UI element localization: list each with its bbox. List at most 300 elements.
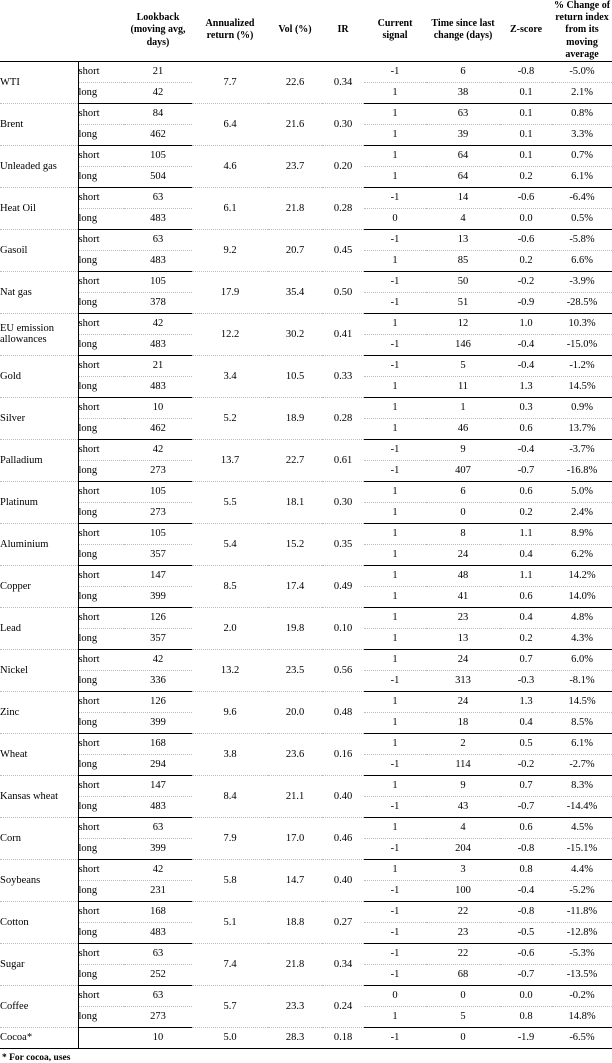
annualized-return: 6.1	[192, 187, 268, 229]
pct-change-short: -3.9%	[552, 271, 612, 292]
time-since-change-short: 24	[426, 649, 500, 670]
term-label-long: long	[78, 460, 124, 481]
lookback-long: 462	[124, 124, 192, 145]
asset-name: EU emission allowances	[0, 313, 78, 355]
current-signal-long: -1	[364, 292, 426, 313]
time-since-change-long: 85	[426, 250, 500, 271]
zscore-short: -0.2	[500, 271, 552, 292]
table-row	[0, 397, 612, 418]
time-since-change-short: 9	[426, 775, 500, 796]
current-signal-short: 1	[364, 565, 426, 586]
ir: 0.16	[322, 733, 364, 775]
zscore-short: -0.6	[500, 187, 552, 208]
lookback: 10	[124, 1027, 192, 1048]
lookback-long: 483	[124, 334, 192, 355]
pct-change-short: -5.0%	[552, 61, 612, 82]
annualized-return: 8.5	[192, 565, 268, 607]
vol: 18.8	[268, 901, 322, 943]
zscore-long: 0.2	[500, 628, 552, 649]
zscore-long: -0.7	[500, 460, 552, 481]
ir: 0.35	[322, 523, 364, 565]
header-blank-name	[0, 0, 78, 61]
time-since-change-short: 64	[426, 145, 500, 166]
current-signal-long: -1	[364, 334, 426, 355]
table-row	[0, 145, 612, 166]
ir: 0.46	[322, 817, 364, 859]
zscore-short: 0.7	[500, 649, 552, 670]
asset-name: Nat gas	[0, 271, 78, 313]
term-label-long: long	[78, 922, 124, 943]
pct-change-short: 14.2%	[552, 565, 612, 586]
vol: 28.3	[268, 1027, 322, 1048]
current-signal-short: 1	[364, 397, 426, 418]
term-label-long: long	[78, 376, 124, 397]
pct-change-long: -14.4%	[552, 796, 612, 817]
term-label-long: long	[78, 208, 124, 229]
header-zscore: Z-score	[500, 0, 552, 61]
zscore-short: 0.4	[500, 607, 552, 628]
zscore-short: 0.6	[500, 481, 552, 502]
lookback-long: 336	[124, 670, 192, 691]
term-label-long: long	[78, 628, 124, 649]
term-label-short: short	[78, 61, 124, 82]
table-row	[0, 61, 612, 82]
ir: 0.45	[322, 229, 364, 271]
lookback-long: 273	[124, 460, 192, 481]
current-signal-short: 0	[364, 985, 426, 1006]
annualized-return: 6.4	[192, 103, 268, 145]
zscore-short: 0.5	[500, 733, 552, 754]
time-since-change-long: 204	[426, 838, 500, 859]
time-since-change-long: 100	[426, 880, 500, 901]
annualized-return: 13.2	[192, 649, 268, 691]
pct-change-short: -3.7%	[552, 439, 612, 460]
lookback-short: 42	[124, 439, 192, 460]
zscore-short: -0.8	[500, 901, 552, 922]
ir: 0.18	[322, 1027, 364, 1048]
pct-change-short: 6.1%	[552, 733, 612, 754]
lookback-long: 357	[124, 544, 192, 565]
annualized-return: 5.4	[192, 523, 268, 565]
header-pct-change: % Change of return index from its moving average	[553, 0, 611, 60]
annualized-return: 8.4	[192, 775, 268, 817]
current-signal-long: 1	[364, 82, 426, 103]
time-since-change-short: 63	[426, 103, 500, 124]
asset-name: Coffee	[0, 985, 78, 1027]
lookback-short: 42	[124, 859, 192, 880]
table-row	[0, 439, 612, 460]
time-since-change-short: 24	[426, 691, 500, 712]
table-row	[0, 859, 612, 880]
term-label-long: long	[78, 502, 124, 523]
zscore-long: -0.8	[500, 838, 552, 859]
vol: 17.4	[268, 565, 322, 607]
pct-change-short: -1.2%	[552, 355, 612, 376]
ir: 0.24	[322, 985, 364, 1027]
zscore-short: -0.6	[500, 943, 552, 964]
pct-change-short: 14.5%	[552, 691, 612, 712]
zscore-short: 0.1	[500, 145, 552, 166]
current-signal-long: -1	[364, 922, 426, 943]
annualized-return: 5.1	[192, 901, 268, 943]
time-since-change-long: 13	[426, 628, 500, 649]
lookback-short: 105	[124, 271, 192, 292]
table-row	[0, 691, 612, 712]
pct-change-long: 13.7%	[552, 418, 612, 439]
current-signal-long: -1	[364, 838, 426, 859]
pct-change-short: 4.4%	[552, 859, 612, 880]
term-label-short: short	[78, 523, 124, 544]
ir: 0.27	[322, 901, 364, 943]
current-signal-short: -1	[364, 439, 426, 460]
term-label-long: long	[78, 418, 124, 439]
time-since-change-short: 14	[426, 187, 500, 208]
lookback-long: 483	[124, 376, 192, 397]
zscore-long: 0.2	[500, 250, 552, 271]
ir: 0.40	[322, 859, 364, 901]
annualized-return: 7.7	[192, 61, 268, 103]
pct-change-long: 6.2%	[552, 544, 612, 565]
lookback-short: 105	[124, 145, 192, 166]
time-since-change-long: 146	[426, 334, 500, 355]
current-signal-short: 1	[364, 481, 426, 502]
lookback-long: 231	[124, 880, 192, 901]
term-label-short: short	[78, 859, 124, 880]
ir: 0.40	[322, 775, 364, 817]
lookback-short: 126	[124, 607, 192, 628]
table-row	[0, 817, 612, 838]
table-row	[0, 1027, 612, 1048]
zscore-long: 0.6	[500, 586, 552, 607]
time-since-change-long: 46	[426, 418, 500, 439]
asset-name: Wheat	[0, 733, 78, 775]
pct-change-long: -12.8%	[552, 922, 612, 943]
annualized-return: 12.2	[192, 313, 268, 355]
vol: 21.6	[268, 103, 322, 145]
lookback-short: 84	[124, 103, 192, 124]
term-label-short: short	[78, 145, 124, 166]
zscore-short: -0.4	[500, 355, 552, 376]
term-label-long: long	[78, 796, 124, 817]
term-label-short: short	[78, 649, 124, 670]
zscore-short: 1.1	[500, 565, 552, 586]
annualized-return: 7.9	[192, 817, 268, 859]
vol: 18.9	[268, 397, 322, 439]
pct-change-short: 4.8%	[552, 607, 612, 628]
current-signal-short: 1	[364, 775, 426, 796]
header-ir: IR	[322, 0, 364, 61]
term-label-short: short	[78, 565, 124, 586]
zscore-long: -0.7	[500, 964, 552, 985]
current-signal-long: 0	[364, 208, 426, 229]
zscore-long: 0.2	[500, 166, 552, 187]
term-label-long: long	[78, 586, 124, 607]
pct-change-short: -11.8%	[552, 901, 612, 922]
zscore-short: 0.0	[500, 985, 552, 1006]
term-label-short: short	[78, 187, 124, 208]
ir: 0.34	[322, 943, 364, 985]
current-signal-short: 1	[364, 145, 426, 166]
current-signal-short: -1	[364, 229, 426, 250]
lookback-short: 42	[124, 649, 192, 670]
current-signal-short: -1	[364, 187, 426, 208]
current-signal-short: -1	[364, 901, 426, 922]
vol: 23.3	[268, 985, 322, 1027]
lookback-long: 294	[124, 754, 192, 775]
asset-name: Unleaded gas	[0, 145, 78, 187]
asset-name: Cotton	[0, 901, 78, 943]
time-since-change-short: 0	[426, 985, 500, 1006]
zscore: -1.9	[500, 1027, 552, 1048]
annualized-return: 2.0	[192, 607, 268, 649]
ir: 0.28	[322, 397, 364, 439]
zscore-long: -0.9	[500, 292, 552, 313]
table-row	[0, 523, 612, 544]
lookback-long: 483	[124, 796, 192, 817]
asset-name: Silver	[0, 397, 78, 439]
vol: 22.6	[268, 61, 322, 103]
zscore-long: 0.4	[500, 544, 552, 565]
time-since-change-long: 5	[426, 1006, 500, 1027]
term-label-blank	[78, 1027, 124, 1048]
lookback-short: 63	[124, 187, 192, 208]
zscore-short: 1.1	[500, 523, 552, 544]
lookback-long: 252	[124, 964, 192, 985]
pct-change-short: 8.9%	[552, 523, 612, 544]
pct-change-long: 3.3%	[552, 124, 612, 145]
annualized-return: 3.4	[192, 355, 268, 397]
zscore-short: 0.1	[500, 103, 552, 124]
time-since-change-long: 114	[426, 754, 500, 775]
annualized-return: 9.6	[192, 691, 268, 733]
current-signal-long: 1	[364, 544, 426, 565]
lookback-long: 399	[124, 712, 192, 733]
zscore-short: 0.7	[500, 775, 552, 796]
vol: 10.5	[268, 355, 322, 397]
lookback-short: 168	[124, 901, 192, 922]
current-signal-long: 1	[364, 418, 426, 439]
table-row	[0, 607, 612, 628]
table-row	[0, 187, 612, 208]
time-since-change-long: 0	[426, 502, 500, 523]
current-signal-short: 1	[364, 691, 426, 712]
current-signal-long: 1	[364, 376, 426, 397]
time-since-change-long: 407	[426, 460, 500, 481]
time-since-change-short: 6	[426, 61, 500, 82]
pct-change-long: 14.8%	[552, 1006, 612, 1027]
pct-change-long: -5.2%	[552, 880, 612, 901]
table-row	[0, 733, 612, 754]
vol: 23.7	[268, 145, 322, 187]
pct-change-long: -2.7%	[552, 754, 612, 775]
current-signal-long: -1	[364, 670, 426, 691]
pct-change-long: -28.5%	[552, 292, 612, 313]
pct-change-long: 0.5%	[552, 208, 612, 229]
asset-name: Corn	[0, 817, 78, 859]
table-body	[0, 61, 612, 1048]
time-since-change-short: 50	[426, 271, 500, 292]
term-label-short: short	[78, 481, 124, 502]
term-label-short: short	[78, 985, 124, 1006]
time-since-change-long: 11	[426, 376, 500, 397]
vol: 21.1	[268, 775, 322, 817]
zscore-short: -0.6	[500, 229, 552, 250]
vol: 35.4	[268, 271, 322, 313]
lookback-short: 147	[124, 565, 192, 586]
pct-change-long: -15.0%	[552, 334, 612, 355]
ir: 0.41	[322, 313, 364, 355]
ir: 0.56	[322, 649, 364, 691]
ir: 0.10	[322, 607, 364, 649]
lookback-short: 105	[124, 523, 192, 544]
table-row	[0, 985, 612, 1006]
current-signal-long: -1	[364, 964, 426, 985]
table-row	[0, 775, 612, 796]
zscore-long: -0.3	[500, 670, 552, 691]
current-signal-long: 1	[364, 628, 426, 649]
term-label-short: short	[78, 313, 124, 334]
term-label-long: long	[78, 712, 124, 733]
term-label-short: short	[78, 229, 124, 250]
ir: 0.50	[322, 271, 364, 313]
annualized-return: 5.5	[192, 481, 268, 523]
table-row	[0, 481, 612, 502]
ir: 0.20	[322, 145, 364, 187]
header-time-since-last-change: Time since last change (days)	[426, 0, 500, 61]
current-signal-short: 1	[364, 523, 426, 544]
zscore-long: 0.4	[500, 712, 552, 733]
term-label-short: short	[78, 397, 124, 418]
term-label-short: short	[78, 733, 124, 754]
ir: 0.61	[322, 439, 364, 481]
term-label-long: long	[78, 250, 124, 271]
current-signal-long: -1	[364, 796, 426, 817]
table-row	[0, 229, 612, 250]
ir: 0.28	[322, 187, 364, 229]
lookback-short: 21	[124, 61, 192, 82]
zscore-short: 0.6	[500, 817, 552, 838]
time-since-change-short: 12	[426, 313, 500, 334]
vol: 22.7	[268, 439, 322, 481]
lookback-short: 147	[124, 775, 192, 796]
lookback-long: 483	[124, 922, 192, 943]
annualized-return: 7.4	[192, 943, 268, 985]
lookback-long: 273	[124, 502, 192, 523]
pct-change-short: 0.7%	[552, 145, 612, 166]
vol: 21.8	[268, 187, 322, 229]
term-label-long: long	[78, 880, 124, 901]
zscore-short: 1.0	[500, 313, 552, 334]
term-label-short: short	[78, 943, 124, 964]
time-since-change-long: 43	[426, 796, 500, 817]
lookback-short: 42	[124, 313, 192, 334]
term-label-long: long	[78, 82, 124, 103]
current-signal-long: 1	[364, 586, 426, 607]
asset-name: Gasoil	[0, 229, 78, 271]
current-signal-long: -1	[364, 880, 426, 901]
term-label-long: long	[78, 1006, 124, 1027]
current-signal-long: 1	[364, 166, 426, 187]
pct-change-long: -8.1%	[552, 670, 612, 691]
current-signal-short: 1	[364, 859, 426, 880]
current-signal-short: -1	[364, 61, 426, 82]
pct-change-short: -6.4%	[552, 187, 612, 208]
pct-change: -6.5%	[552, 1027, 612, 1048]
header-annualized-return: Annualized return (%)	[192, 0, 268, 61]
vol: 21.8	[268, 943, 322, 985]
asset-name: Soybeans	[0, 859, 78, 901]
asset-name: WTI	[0, 61, 78, 103]
term-label-long: long	[78, 166, 124, 187]
zscore-long: 0.1	[500, 124, 552, 145]
vol: 20.7	[268, 229, 322, 271]
zscore-short: 0.3	[500, 397, 552, 418]
pct-change-long: 2.1%	[552, 82, 612, 103]
zscore-short: -0.8	[500, 61, 552, 82]
annualized-return: 5.8	[192, 859, 268, 901]
asset-name: Heat Oil	[0, 187, 78, 229]
term-label-short: short	[78, 355, 124, 376]
zscore-long: -0.7	[500, 796, 552, 817]
vol: 20.0	[268, 691, 322, 733]
current-signal-short: 1	[364, 313, 426, 334]
time-since-change-short: 5	[426, 355, 500, 376]
annualized-return: 17.9	[192, 271, 268, 313]
vol: 23.6	[268, 733, 322, 775]
annualized-return: 3.8	[192, 733, 268, 775]
current-signal-long: 1	[364, 502, 426, 523]
table-header	[0, 0, 612, 61]
asset-name: Sugar	[0, 943, 78, 985]
lookback-long: 504	[124, 166, 192, 187]
current-signal-short: -1	[364, 355, 426, 376]
lookback-short: 126	[124, 691, 192, 712]
annualized-return: 4.6	[192, 145, 268, 187]
current-signal-long: -1	[364, 754, 426, 775]
pct-change-long: 14.5%	[552, 376, 612, 397]
term-label-short: short	[78, 691, 124, 712]
ir: 0.49	[322, 565, 364, 607]
table-row	[0, 103, 612, 124]
table-row	[0, 271, 612, 292]
lookback-short: 63	[124, 985, 192, 1006]
ir: 0.48	[322, 691, 364, 733]
header-lookback: Lookback (moving avg, days)	[124, 0, 192, 61]
pct-change-short: 6.0%	[552, 649, 612, 670]
term-label-long: long	[78, 754, 124, 775]
lookback-long: 273	[124, 1006, 192, 1027]
current-signal-short: 1	[364, 649, 426, 670]
pct-change-long: -16.8%	[552, 460, 612, 481]
lookback-short: 21	[124, 355, 192, 376]
pct-change-short: 4.5%	[552, 817, 612, 838]
asset-name: Brent	[0, 103, 78, 145]
lookback-long: 42	[124, 82, 192, 103]
current-signal-long: 1	[364, 1006, 426, 1027]
zscore-long: -0.4	[500, 334, 552, 355]
current-signal-short: 1	[364, 607, 426, 628]
zscore-long: 0.8	[500, 1006, 552, 1027]
pct-change-long: 4.3%	[552, 628, 612, 649]
lookback-short: 168	[124, 733, 192, 754]
asset-name: Aluminium	[0, 523, 78, 565]
term-label-long: long	[78, 964, 124, 985]
pct-change-short: 10.3%	[552, 313, 612, 334]
asset-name: Copper	[0, 565, 78, 607]
term-label-short: short	[78, 271, 124, 292]
lookback-long: 399	[124, 838, 192, 859]
annualized-return: 5.2	[192, 397, 268, 439]
